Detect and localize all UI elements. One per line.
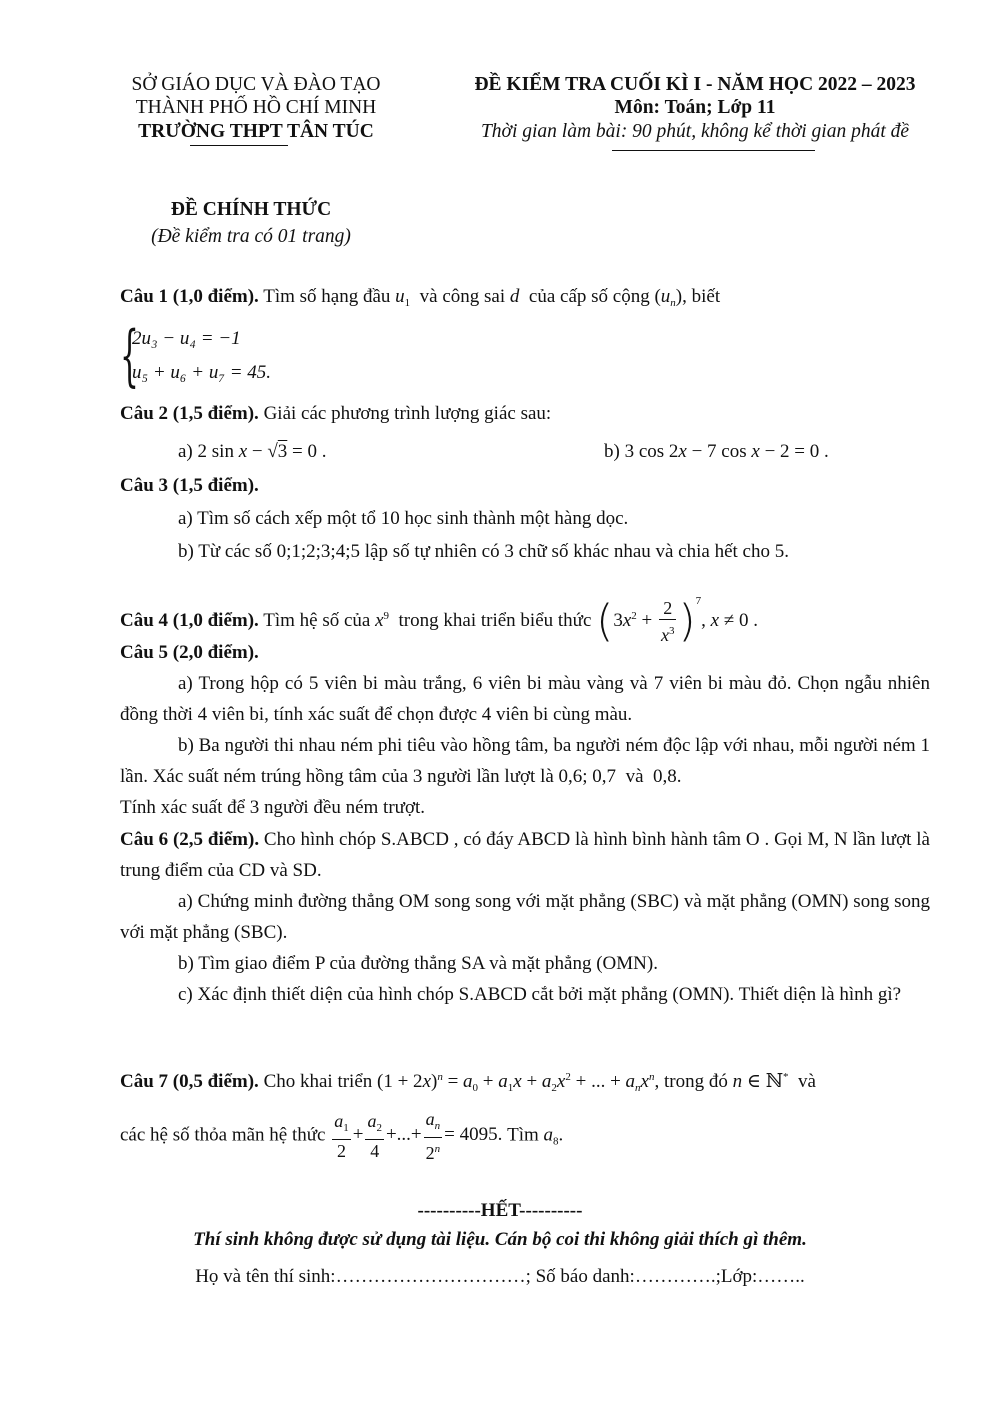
q4-label: Câu 4 (1,0 điểm).: [120, 610, 259, 631]
q6-label: Câu 6 (2,5 điểm).: [120, 829, 260, 850]
exam-subject: Môn: Toán; Lớp 11: [614, 97, 776, 118]
candidate-info-line: Họ và tên thí sinh:…………………………; Số báo danh:………….;Lớp:……..: [195, 1266, 805, 1287]
q1-label: Câu 1 (1,0 điểm).: [120, 286, 259, 307]
q3-part-a: a) Tìm số cách xếp một tổ 10 học sinh thành một hàng dọc.: [178, 508, 629, 529]
school-name: TRƯỜNG THPT TÂN TÚC: [138, 121, 374, 142]
q7-label: Câu 7 (0,5 điểm).: [120, 1071, 259, 1092]
q3-label: Câu 3 (1,5 điểm).: [120, 475, 259, 496]
q1-text-3: của cấp số cộng: [528, 286, 650, 307]
q3-part-b: b) Từ các số 0;1;2;3;4;5 lập số tự nhiên có 3 chữ số khác nhau và chia hết cho 5.: [178, 541, 789, 562]
school-underline: [190, 145, 288, 146]
question-5: [120, 637, 930, 823]
q6-intro: Cho hình chóp S.ABCD , có đáy ABCD là hình bình hành tâm O . Gọi M, N lần lượt là trung điểm của CD và SD.: [120, 829, 930, 881]
question-3: [120, 470, 930, 567]
exam-rules-note: Thí sinh không được sử dụng tài liệu. Cán bộ coi thi không giải thích gì thêm.: [193, 1229, 807, 1250]
q2-part-a: a) 2 sin x − √3 = 0 .: [178, 441, 327, 462]
exam-title: ĐỀ KIỂM TRA CUỐI KÌ I - NĂM HỌC 2022 – 2023: [474, 74, 916, 95]
q1-text: Tìm số hạng đầu: [263, 286, 391, 307]
q7-text: Cho khai triển: [263, 1071, 373, 1092]
q7-text-5: Tìm: [507, 1124, 539, 1146]
official-title: ĐỀ CHÍNH THỨC: [170, 199, 332, 220]
q2-label: Câu 2 (1,5 điểm).: [120, 403, 259, 424]
q5-part-b: b) Ba người thi nhau ném phi tiêu vào hồng tâm, ba người ném độc lập với nhau, mỗi người ném 1 lần. Xác suất ném trúng hồng tâm của 3 người lần lượt là 0,6; 0,7 và 0,8.: [120, 735, 930, 787]
question-2: [120, 398, 930, 429]
question-6: [120, 824, 930, 1010]
q6-part-b: b) Tìm giao điểm P của đường thẳng SA và mặt phẳng (OMN).: [178, 953, 658, 974]
exam-duration: Thời gian làm bài: 90 phút, không kể thời gian phát đề: [480, 121, 910, 142]
q7-text-2: , trong đó: [654, 1071, 728, 1092]
q7-text-4: các hệ số thỏa mãn hệ thức: [120, 1124, 326, 1146]
page-note: (Đề kiểm tra có 01 trang): [151, 226, 351, 247]
q1-text-2: và công sai: [419, 286, 506, 307]
q5-part-a: a) Trong hộp có 5 viên bi màu trắng, 6 viên bi màu vàng và 7 viên bi màu đỏ. Chọn ngẫu nhiên đồng thời 4 viên bi, tính xác suất để chọn được 4 viên bi cùng màu.: [120, 673, 930, 725]
q1-equation-1: 2u₃ − u₄ = −1: [132, 328, 241, 349]
department-name: SỞ GIÁO DỤC VÀ ĐÀO TẠO: [131, 74, 381, 95]
q4-text: Tìm hệ số của: [263, 610, 371, 631]
question-7: Câu 7 (0,5 điểm). Cho khai triển $(1 + 2x)^n = a_0 + a_1x + a_2x^2$ + ... + $a_nx^n$, trong đó n ∈ ℕ* và: [120, 1071, 816, 1094]
q4-expression: ($3x^2$ + $\frac{2}{x^3}$ )$^7$, x ≠ 0 .: [596, 595, 759, 647]
q5-part-b-question: Tính xác suất để 3 người đều ném trượt.: [120, 797, 426, 818]
q2-part-b: b) 3 cos 2x − 7 cos x − 2 = 0 .: [604, 441, 829, 462]
q7-text-3: và: [798, 1071, 816, 1092]
q1-text-4: , biết: [682, 286, 721, 307]
q6-part-a: a) Chứng minh đường thẳng OM song song với mặt phẳng (SBC) và mặt phẳng (OMN) song song với mặt phẳng (SBC).: [120, 891, 930, 943]
q6-part-c: c) Xác định thiết diện của hình chóp S.ABCD cắt bởi mặt phẳng (OMN). Thiết diện là hình gì?: [178, 984, 902, 1005]
q7-relation: $\frac{a_1}{2}$ + $\frac{a_2}{4}$ +...+ $\frac{a_n}{2^n}$ = 4095.: [334, 1109, 508, 1163]
system-brace: {: [120, 317, 139, 394]
q5-label: Câu 5 (2,0 điểm).: [120, 642, 259, 663]
city-name: THÀNH PHỐ HỒ CHÍ MINH: [135, 97, 377, 118]
end-marker: ----------HẾT----------: [417, 1200, 583, 1221]
question-7-cont: các hệ số thỏa mãn hệ thức $\frac{a_1}{2}$ + $\frac{a_2}{4}$ +...+ $\frac{a_n}{2^n}$ = 4095. Tìm $a_8$.: [120, 1109, 564, 1163]
q1-system: [120, 317, 320, 394]
q4-text-2: trong khai triển biểu thức: [398, 610, 592, 631]
question-1: Câu 1 (1,0 điểm). Tìm số hạng đầu $u_1$ và công sai d của cấp số cộng $(u_n)$, biết: [120, 286, 721, 309]
q2-text: Giải các phương trình lượng giác sau:: [263, 403, 552, 424]
question-4: Câu 4 (1,0 điểm). Tìm hệ số của $x^9$ trong khai triển biểu thức ($3x^2$ + $\frac{2}{x^3}$ )$^7$, x ≠ 0 .: [120, 595, 759, 647]
q1-equation-2: u₅ + u₆ + u₇ = 45.: [132, 362, 272, 383]
duration-underline: [612, 150, 815, 151]
q7-expansion: $(1 + 2x)^n = a_0 + a_1x + a_2x^2$ + ... + $a_nx^n$: [377, 1071, 655, 1094]
